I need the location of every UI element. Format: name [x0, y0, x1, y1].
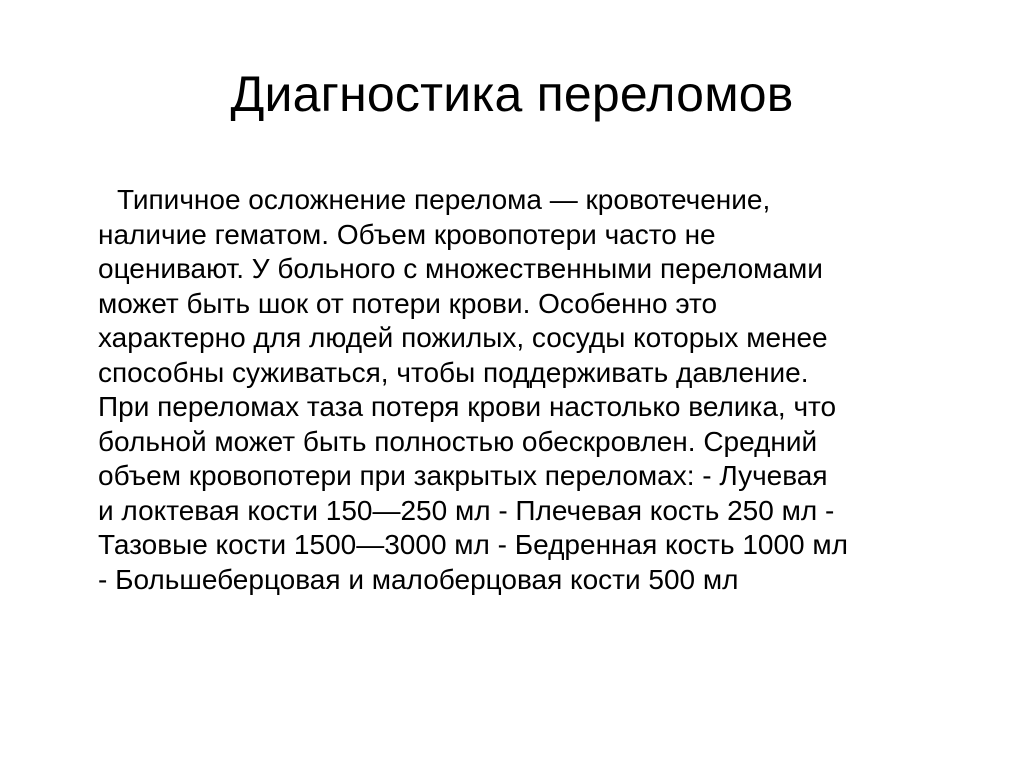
body-line: способны суживаться, чтобы поддерживать давление.: [98, 356, 809, 388]
body-line: может быть шок от потери крови. Особенно это: [98, 287, 718, 319]
body-line: характерно для людей пожилых, сосуды которых менее: [98, 322, 828, 353]
body-line: Типичное осложнение перелома — кровотечение,: [117, 184, 771, 215]
body-line: и локтевая кости 150—250 мл - Плечевая кость 250 мл -: [98, 494, 835, 526]
slide-body-text: [98, 183, 978, 597]
body-line: Тазовые кости 1500—3000 мл - Бедренная кость 1000 мл: [98, 529, 848, 560]
body-line: наличие гематом. Объем кровопотери часто не: [98, 218, 716, 250]
body-line: оценивают. У больного с множественными переломами: [98, 253, 823, 284]
body-line: больной может быть полностью обескровлен. Средний: [98, 425, 818, 457]
body-line: объем кровопотери при закрытых переломах: - Лучевая: [98, 460, 828, 491]
body-line: При переломах таза потеря крови настолько велика, что: [98, 391, 837, 422]
body-line: - Большеберцовая и малоберцовая кости 500 мл: [98, 563, 739, 595]
slide-title: Диагностика переломов: [230, 66, 794, 122]
